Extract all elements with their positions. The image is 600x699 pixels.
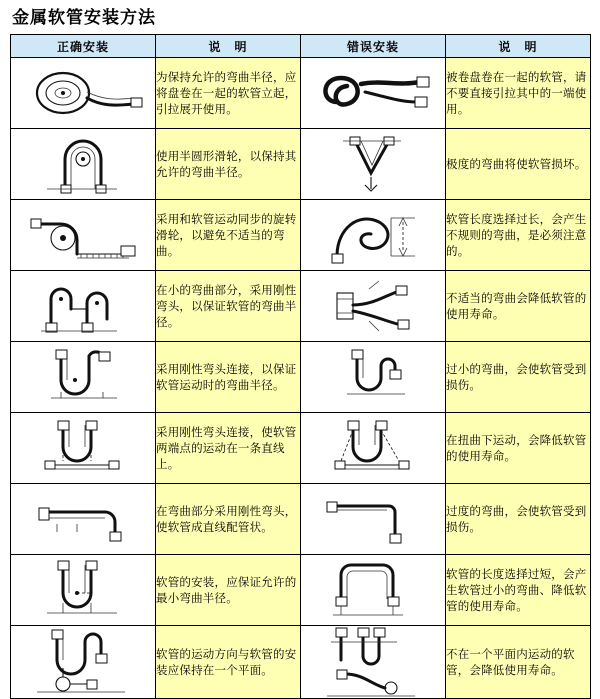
figure-minimum-bend-radius-u-hose [11, 555, 156, 626]
figure-rotating-sheave-with-chain [11, 200, 156, 271]
table-body [11, 58, 591, 699]
table-row [11, 413, 591, 484]
table-row [11, 200, 591, 271]
figure-motion-in-same-plane [11, 626, 156, 699]
figure-rigid-elbow-small-bend [11, 271, 156, 342]
description-wrong: 不适当的弯曲会降低软管的使用寿命。 [446, 271, 591, 342]
header-wrong-install: 错误安装 [301, 35, 446, 58]
description-wrong: 极度的弯曲将使软管损坏。 [446, 129, 591, 200]
figure-motion-out-of-plane [301, 626, 446, 699]
table-row [11, 626, 591, 699]
page-title: 金属软管安装方法 [12, 8, 156, 28]
figure-sharp-v-bend-hose [301, 129, 446, 200]
header-row [11, 35, 591, 58]
figure-semicircular-guide-sheave [11, 129, 156, 200]
figure-rigid-elbow-u-loop [11, 342, 156, 413]
description-wrong: 被卷盘卷在一起的软管，请不要直接引拉其中的一端使用。 [446, 58, 591, 129]
figure-hose-twisted-under-motion [301, 413, 446, 484]
figure-excessive-bend-at-joint [301, 484, 446, 555]
header-correct-description: 说 明 [156, 35, 301, 58]
figure-overlong-hose-irregular-bend [301, 200, 446, 271]
description-correct: 为保持允许的弯曲半径，应将盘卷在一起的软管立起，引拉展开使用。 [156, 58, 301, 129]
figure-too-long-hose-small-bend [301, 555, 446, 626]
header-wrong-description: 说 明 [446, 35, 591, 58]
hose-installation-table [10, 34, 591, 699]
description-wrong: 软管长度选择过长，会产生不规则的弯曲，是必须注意的。 [446, 200, 591, 271]
table-row [11, 129, 591, 200]
description-correct: 软管的运动方向与软管的安装应保持在一个平面。 [156, 626, 301, 699]
description-wrong: 在扭曲下运动，会降低软管的使用寿命。 [446, 413, 591, 484]
table-row [11, 58, 591, 129]
table-row [11, 484, 591, 555]
figure-coiled-hose-standing-reel [11, 58, 156, 129]
figure-improper-bend-at-fitting [301, 271, 446, 342]
description-correct: 采用刚性弯头连接，以保证软管运动时的弯曲半径。 [156, 342, 301, 413]
description-correct: 在小的弯曲部分，采用刚性弯头，以保证软管的弯曲半径。 [156, 271, 301, 342]
header-correct-install: 正确安装 [11, 35, 156, 58]
description-correct: 在弯曲部分采用刚性弯头，使软管成直线配管状。 [156, 484, 301, 555]
table-row [11, 271, 591, 342]
description-wrong: 软管的长度选择过短，会产生软管过小的弯曲、降低软管的使用寿命。 [446, 555, 591, 626]
table-row [11, 555, 591, 626]
description-correct: 使用半圆形滑轮，以保持其允许的弯曲半径。 [156, 129, 301, 200]
description-correct: 软管的安装，应保证允许的最小弯曲半径。 [156, 555, 301, 626]
table-row [11, 342, 591, 413]
description-correct: 采用和软管运动同步的旋转滑轮，以避免不适当的弯曲。 [156, 200, 301, 271]
description-wrong: 不在一个平面内运动的软管，会降低使用寿命。 [446, 626, 591, 699]
description-wrong: 过度的弯曲，会使软管受到损伤。 [446, 484, 591, 555]
figure-too-small-bend-radius [301, 342, 446, 413]
description-wrong: 过小的弯曲，会使软管受到损伤。 [446, 342, 591, 413]
figure-rigid-elbow-straight-piping [11, 484, 156, 555]
figure-rigid-elbow-straight-line-motion [11, 413, 156, 484]
description-correct: 采用刚性弯头连接，使软管两端点的运动在一条直线上。 [156, 413, 301, 484]
table-header [11, 35, 591, 58]
figure-coiled-hose-pulled-one-end [301, 58, 446, 129]
